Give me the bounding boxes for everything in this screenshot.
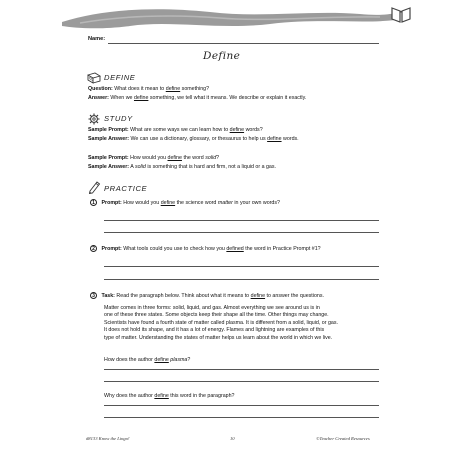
paragraph-line: It does not hold its shape, and it has a lot of energy. Flames and lightning are examples of this (104, 327, 325, 334)
answer-line[interactable] (104, 369, 379, 370)
brush-stroke-decoration (60, 4, 400, 32)
gear-icon (88, 113, 100, 125)
study-prompt-1: Sample Prompt: What are some ways we can learn how to define words? (88, 127, 263, 133)
name-line (108, 43, 379, 44)
study-prompt-2: Sample Prompt: How would you define the word solid? (88, 155, 220, 161)
dictionary-icon (87, 72, 101, 84)
paragraph-line: Scientists have found a fourth state of matter called plasma. It is different from a solid, liquid, or gas. (104, 319, 338, 326)
answer-line[interactable] (104, 381, 379, 382)
study-heading: STUDY (104, 114, 133, 123)
practice-heading: PRACTICE (104, 184, 148, 193)
define-question: Question: What does it mean to define something? (88, 86, 210, 92)
answer-line[interactable] (104, 220, 379, 221)
number-badge-3: 3 (90, 292, 97, 299)
paragraph-line: type of matter. Understanding the states of matter helps us learn about the world in which we live. (104, 334, 333, 341)
study-answer-2: Sample Answer: A solid is something that is hard and firm, not a liquid or a gas. (88, 164, 276, 170)
practice-prompt-1: 1 Prompt: How would you define the science word matter in your own words? (90, 199, 280, 207)
pencil-icon (87, 180, 101, 194)
answer-line[interactable] (104, 279, 379, 280)
number-badge-1: 1 (90, 199, 97, 206)
answer-line[interactable] (104, 417, 379, 418)
number-badge-2: 2 (90, 245, 97, 252)
open-book-icon (390, 4, 412, 24)
answer-line[interactable] (104, 232, 379, 233)
paragraph-line: one of these three states. Some objects keep their shape all the time. Other things may change. (104, 312, 329, 319)
study-answer-1: Sample Answer: We can use a dictionary, glossary, or thesaurus to help us define words. (88, 136, 299, 142)
page-title: Define (203, 50, 241, 62)
paragraph-line: Matter comes in three forms: solid, liquid, and gas. Almost everything we see around us is in (104, 305, 320, 311)
practice-prompt-2: 2 Prompt: What tools could you use to check how you defined the word in Practice Prompt #1? (90, 245, 321, 253)
question-why: Why does the author define this word in the paragraph? (104, 393, 235, 399)
question-plasma: How does the author define plasma? (104, 357, 191, 363)
answer-line[interactable] (104, 405, 379, 406)
answer-line[interactable] (104, 266, 379, 267)
footer-page-number: 10 (230, 436, 235, 441)
footer-book-title: #8133 Know the Lingo! (86, 436, 130, 441)
define-answer: Answer: When we define something, we tell what it means. We describe or explain it exactly. (88, 95, 307, 101)
define-heading: DEFINE (104, 73, 136, 82)
reading-paragraph (104, 305, 338, 342)
name-label: Name: (88, 36, 106, 42)
footer-publisher: ©Teacher Created Resources (316, 436, 370, 441)
practice-task-3: 3 Task: Read the paragraph below. Think about what it means to define to answer the questions. (90, 292, 324, 300)
